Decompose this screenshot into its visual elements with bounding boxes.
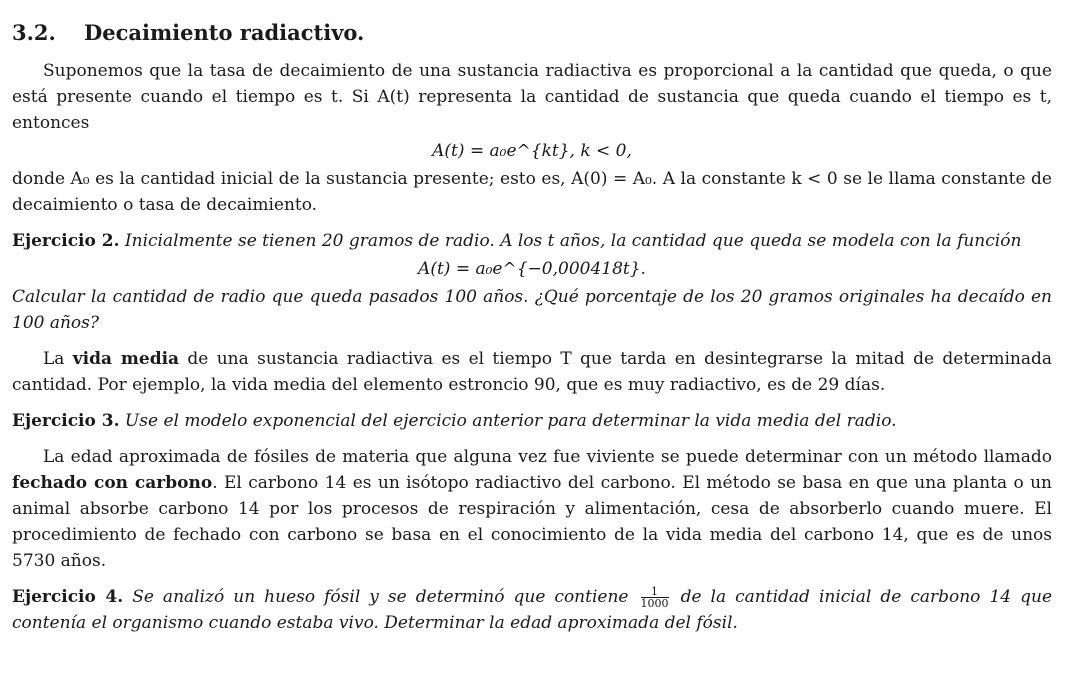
document-page — [12, 18, 1052, 636]
section-number: 3.2. — [12, 20, 56, 45]
carbon-dating-paragraph — [12, 444, 1052, 574]
exercise-2-text1: Inicialmente se tienen 20 gramos de radio. A los t años, la cantidad que queda se modela con la función — [124, 231, 1022, 251]
fraction-numerator: 1 — [641, 586, 669, 598]
half-life-after: de una sustancia radiactiva es el tiempo T que tarda en desintegrarse la mitad de determinada cantidad. Por ejemplo, la vida media del elemento estroncio 90, que es muy radiactivo, es de 29 días. — [12, 349, 1052, 395]
intro-after-paragraph: donde A₀ es la cantidad inicial de la sustancia presente; esto es, A(0) = A₀. A la constante k < 0 se le llama constante de decaimiento o tasa de decaimiento. — [12, 169, 1052, 215]
exercise-4-text-after: de la cantidad inicial de carbono 14 que contenía el organismo cuando estaba vivo. Determinar la edad aproximada del fósil. — [12, 587, 1053, 633]
intro-paragraph: Suponemos que la tasa de decaimiento de una sustancia radiactiva es proporcional a la cantidad que queda, o que está presente cuando el tiempo es t. Si A(t) representa la cantidad de sustancia que queda cuando el tiempo es t, entonces — [12, 61, 1052, 133]
equation-radium — [12, 255, 1052, 283]
equation-radium-text: A(t) = a₀e^{−0,000418t}. — [418, 259, 646, 279]
exercise-4-label: Ejercicio 4. — [12, 587, 124, 607]
exercise-4-text-before: Se analizó un hueso fósil y se determinó que contiene — [132, 587, 629, 607]
half-life-term: vida media — [72, 349, 180, 369]
carbon-term: fechado con carbono — [12, 473, 213, 493]
exercise-2 — [12, 228, 1052, 336]
exercise-2-text2: Calcular la cantidad de radio que queda pasados 100 años. ¿Qué porcentaje de los 20 gramos originales ha decaído en 100 años? — [12, 287, 1052, 333]
carbon-after: . El carbono 14 es un isótopo radiactivo del carbono. El método se basa en que una planta o un animal absorbe carbono 14 por los procesos de respiración y alimentación, cesa de absorberlo cuando muere. El procedimiento de fechado con carbono se basa en el conocimiento de la vida media del carbono 14, que es de unos 5730 años. — [12, 473, 1052, 571]
section-title: Decaimiento radiactivo. — [84, 20, 365, 45]
equation-decay — [12, 137, 1052, 165]
exercise-3-text: Use el modelo exponencial del ejercicio anterior para determinar la vida media del radio. — [124, 411, 897, 431]
half-life-paragraph — [12, 346, 1052, 398]
fraction-denominator: 1000 — [640, 597, 669, 610]
exercise-4 — [12, 584, 1052, 636]
exercise-2-label: Ejercicio 2. — [12, 231, 120, 251]
half-life-before: La — [43, 349, 65, 369]
exercise-3-label: Ejercicio 3. — [12, 411, 120, 431]
equation-decay-text: A(t) = a₀e^{kt}, k < 0, — [432, 141, 632, 161]
exercise-3 — [12, 408, 1052, 434]
carbon-before: La edad aproximada de fósiles de materia que alguna vez fue viviente se puede determinar con un método llamado — [43, 447, 1052, 467]
section-heading — [12, 18, 1052, 48]
fraction-one-thousandth — [641, 586, 669, 609]
